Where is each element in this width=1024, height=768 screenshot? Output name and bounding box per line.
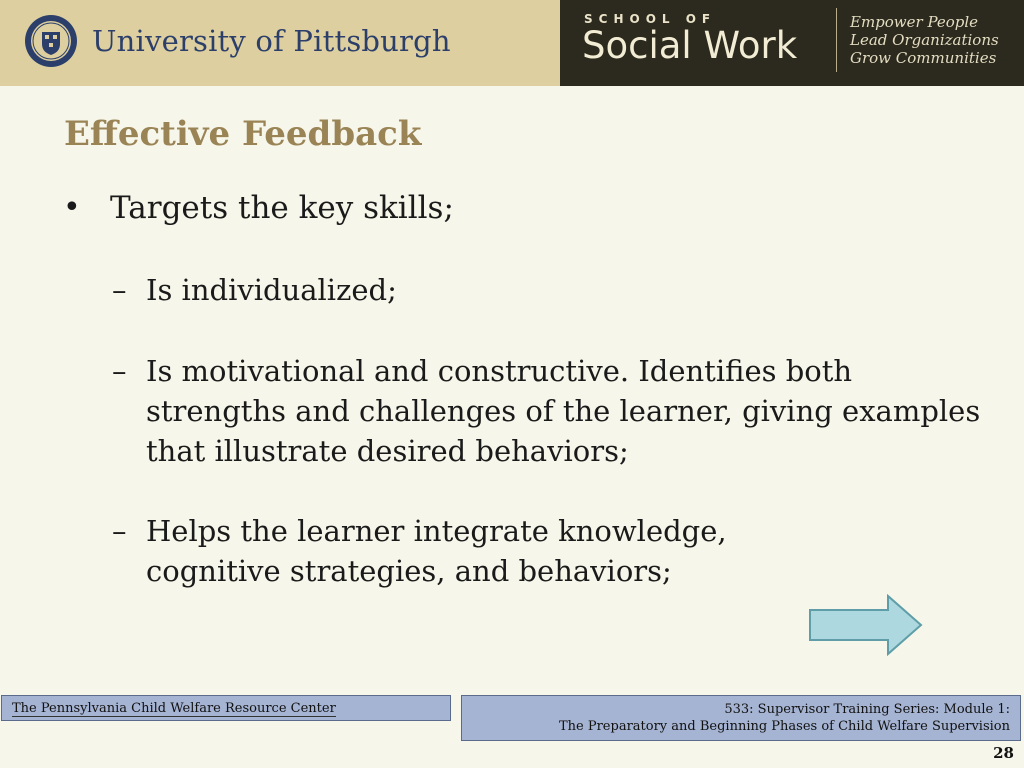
- university-name: University of Pittsburgh: [92, 24, 451, 58]
- sub-item-text: Is motivational and constructive. Identifies both strengths and challenges of the learner, giving examples that illustrate desired behaviors;: [146, 354, 981, 468]
- dash-marker: –: [112, 514, 127, 548]
- footer-course-line1: 533: Supervisor Training Series: Module 1:: [724, 702, 1010, 717]
- tagline-3: Grow Communities: [850, 49, 997, 67]
- school-name: Social Work: [582, 24, 798, 67]
- right-arrow-icon[interactable]: [808, 594, 924, 656]
- dash-marker: –: [112, 273, 127, 307]
- taglines: [850, 13, 999, 67]
- footer-right-box: [461, 695, 1021, 741]
- footer-left-box: [1, 695, 451, 721]
- university-seal-icon: [24, 14, 78, 68]
- main-bullet: Targets the key skills;: [110, 190, 454, 226]
- footer-course-line2: The Preparatory and Beginning Phases of Child Welfare Supervision: [558, 719, 1010, 734]
- tagline-1: Empower People: [850, 13, 979, 31]
- page-number: 28: [993, 744, 1014, 762]
- sub-item-text: Helps the learner integrate knowledge, cognitive strategies, and behaviors;: [146, 514, 727, 588]
- tagline-2: Lead Organizations: [850, 31, 999, 49]
- sub-item-text: Is individualized;: [146, 273, 397, 307]
- slide-title: Effective Feedback: [64, 114, 422, 154]
- dash-marker: –: [112, 354, 127, 388]
- footer-organization: The Pennsylvania Child Welfare Resource Center: [12, 701, 336, 716]
- school-of-label: SCHOOL OF: [584, 12, 717, 26]
- header-divider: [836, 8, 837, 72]
- bullet-marker: •: [63, 190, 81, 225]
